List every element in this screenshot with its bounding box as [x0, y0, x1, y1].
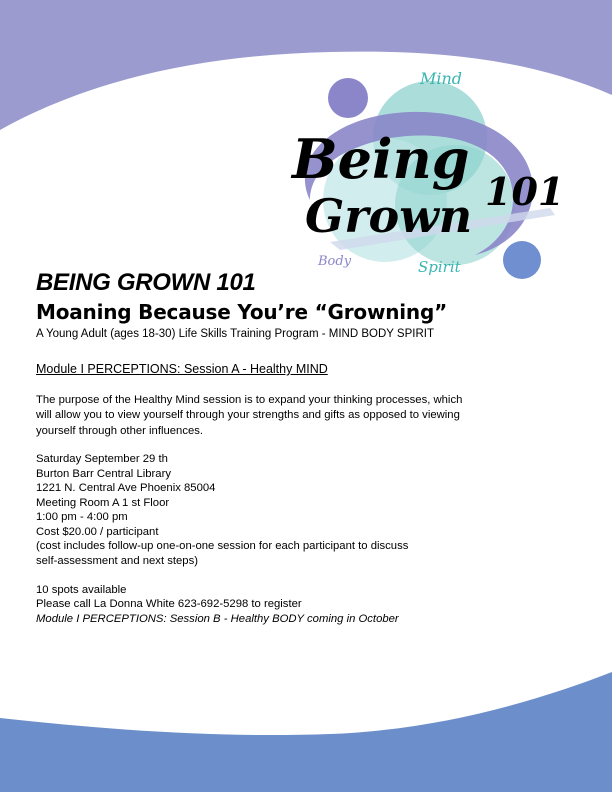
page-subtitle: Moaning Because You’re “Growning” [36, 300, 448, 324]
session-description: The purpose of the Healthy Mind session is to expand your thinking processes, which will allow you to view yourself through your strengths and gifts as opposed to viewing yourself through other influences. [36, 394, 463, 437]
flyer-content [36, 268, 476, 625]
event-date: Saturday September 29 th [36, 453, 168, 465]
bottom-wave-band [0, 672, 612, 792]
logo-head-blue [503, 241, 541, 279]
logo-word-body: Body [318, 254, 352, 269]
logo-number-101: 101 [485, 169, 565, 214]
logo-word-being: Being [292, 127, 470, 191]
event-cost: Cost $20.00 / participant [36, 525, 159, 538]
logo-word-grown: Grown [305, 189, 473, 243]
logo-word-spirit: Spirit [418, 258, 461, 276]
page-title: BEING GROWN 101 [36, 269, 256, 296]
program-tagline: A Young Adult (ages 18-30) Life Skills Training Program - MIND BODY SPIRIT [36, 328, 434, 340]
next-session-note: Module I PERCEPTIONS: Session B - Healthy BODY coming in October [36, 612, 399, 625]
event-cost-note-2: self-assessment and next steps) [36, 554, 198, 567]
spots-available: 10 spots available [36, 583, 127, 596]
event-address: 1221 N. Central Ave Phoenix 85004 [36, 482, 216, 494]
logo-word-mind: Mind [420, 69, 463, 88]
logo-head-purple [328, 78, 368, 118]
module-heading: Module I PERCEPTIONS: Session A - Healthy MIND [36, 362, 328, 376]
event-room: Meeting Room A 1 st Floor [36, 496, 170, 509]
being-grown-logo [270, 60, 590, 290]
event-details [36, 452, 476, 626]
register-instructions: Please call La Donna White 623-692-5298 to register [36, 598, 302, 610]
spacer [36, 568, 476, 583]
event-cost-note-1: (cost includes follow-up one-on-one session for each participant to discuss [36, 540, 409, 552]
event-time: 1:00 pm - 4:00 pm [36, 511, 128, 523]
event-venue: Burton Barr Central Library [36, 467, 171, 480]
